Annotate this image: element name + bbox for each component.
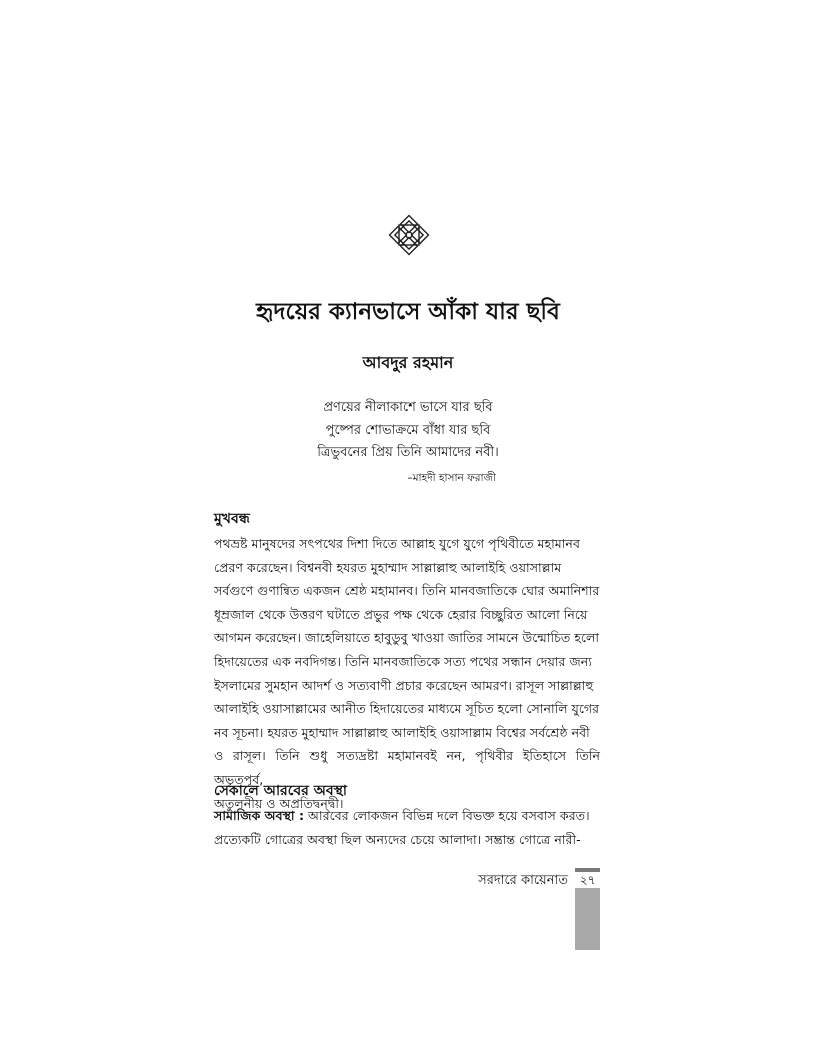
preface-paragraph: পথভ্রষ্ট মানুষদের সৎপথের দিশা দিতে আল্লাহ যুগে যুগে পৃথিবীতে মহামানব প্রেরণ করেছেন। বিশ্বনবী হযরত মুহাম্মাদ সাল্লাল্লাহু আলাইহি ওয়াসাল্লাম সর্বগুণে গুণান্বিত একজন শ্রেষ্ঠ মহামানব। তিনি মানবজাতিকে ঘোর অমানিশার ধূম্রজাল থেকে উত্তরণ ঘটাতে প্রভুর পক্ষ থেকে হেরার বিচ্ছুরিত আলো নিয়ে আগমন করেছেন। জাহেলিয়াতে হাবুডুবু খাওয়া জাতির সামনে উন্মোচিত হলো হিদায়েতের এক নবদিগন্ত। তিনি মানবজাতিকে সত্য পথের সন্ধান দেয়ার জন্য ইসলামের সুমহান আদর্শ ও সত্যবাণী প্রচার করেছেন আমরণ। রাসূল সাল্লাল্লাহু আলাইহি ওয়াসাল্লামের আনীত হিদায়েতের মাধ্যমে সূচিত হলো সোনালি যুগের নব সূচনা। হযরত মুহাম্মাদ সাল্লাল্লাহু আলাইহি ওয়াসাল্লাম বিশ্বের সর্বশ্রেষ্ঠ নবী ও রাসূল। তিনি শুধু সত্যদ্রষ্টা মহামানবই নন, পৃথিবীর ইতিহাসে তিনি অভূতপূর্ব, অতুলনীয় ও অপ্রতিদ্বন্দ্বী। — [214, 536, 600, 811]
poem-line: পুষ্পের শোভাক্রমে বাঁধা যার ছবি — [325, 422, 491, 438]
author-name: আবদুর রহমান — [362, 353, 454, 372]
arabia-section — [214, 780, 600, 851]
arabia-paragraph — [214, 804, 600, 851]
section-heading: সেকালে আরবের অবস্থা — [214, 783, 347, 799]
poem-line: ত্রিভুবনের প্রিয় তিনি আমাদের নবী। — [317, 445, 499, 460]
subheading: সামাজিক অবস্থা : — [214, 808, 305, 823]
poem-stanza — [300, 397, 516, 465]
arabia-paragraph-text: আরবের লোকজন বিভিন্ন দলে বিভক্ত হয়ে বসবাস করত। প্রত্যেকটি গোত্রের অবস্থা ছিল অন্যদের চেয়ে আলাদা। সম্ভ্রান্ত গোত্রে নারী- — [214, 808, 590, 847]
poem-attribution: –মাহদী হাসান ফরাজী — [407, 472, 496, 484]
preface-section — [214, 508, 600, 815]
running-footer: সরদারে কায়েনাত — [478, 873, 568, 888]
article-title: হৃদয়ের ক্যানভাসে আঁকা যার ছবি — [256, 299, 560, 325]
section-heading: মুখবন্ধ — [214, 511, 250, 527]
poem-line: প্রণয়ের নীলাকাশে ভাসে যার ছবি — [323, 400, 493, 415]
page-number: ২৭ — [574, 872, 601, 888]
ornament-icon — [388, 214, 430, 256]
